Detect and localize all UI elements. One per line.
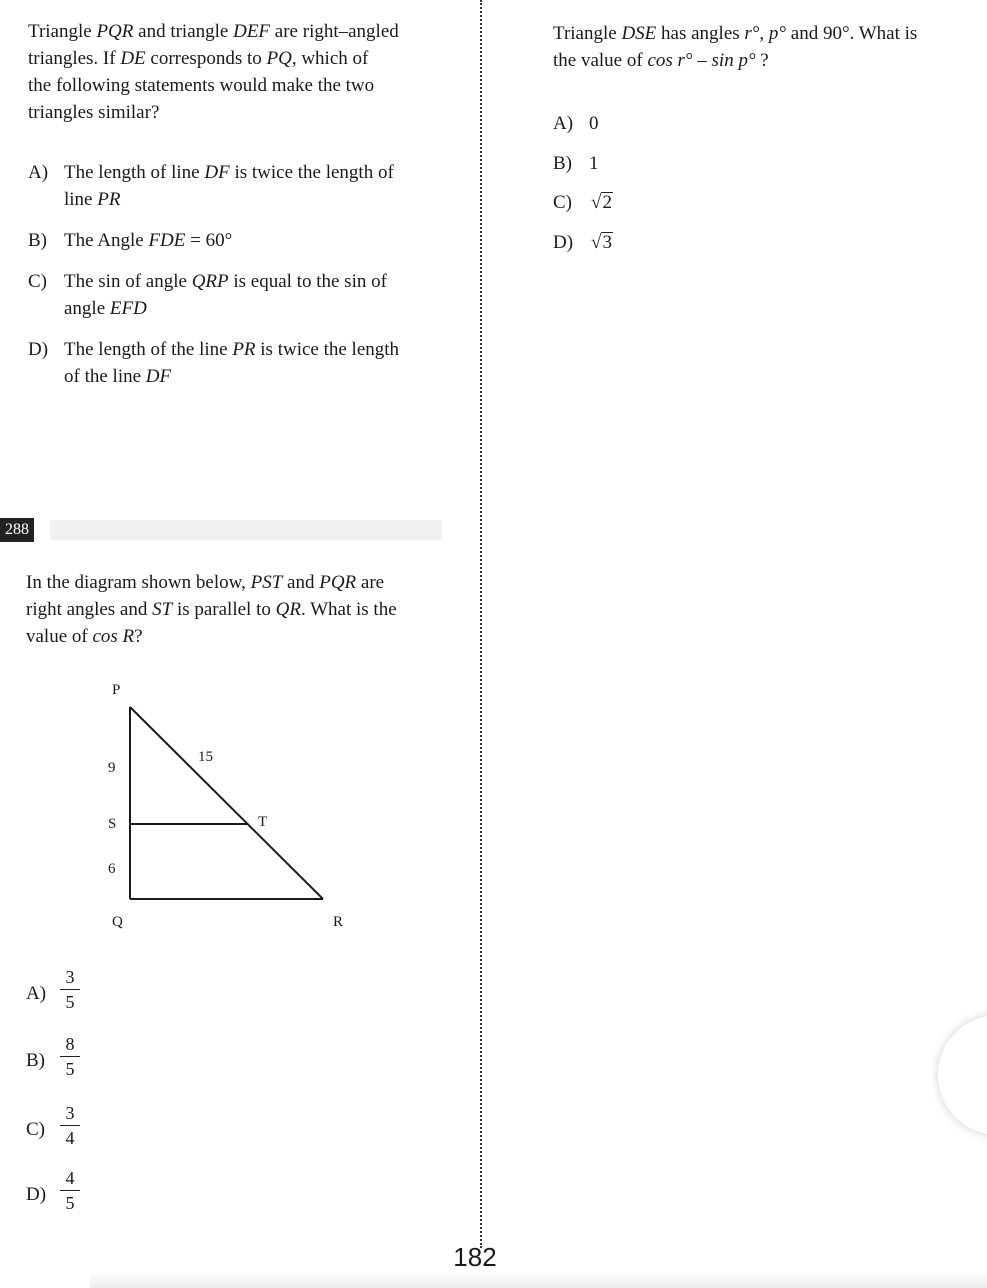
- sqrt-icon: √: [591, 232, 602, 253]
- q2-choice-c[interactable]: [553, 189, 673, 216]
- denominator: 5: [65, 992, 75, 1012]
- q3-stem-line-3: value of cos R?: [26, 626, 143, 647]
- question-3-stem: [26, 569, 466, 650]
- q1-choice-a-label: A): [28, 162, 49, 183]
- denominator: 5: [65, 1193, 75, 1213]
- q1-choice-d-label: D): [28, 339, 49, 360]
- q1-stem-line-3: the following statements would make the two: [28, 75, 375, 96]
- q1-choice-b-text: The Angle FDE = 60°: [64, 230, 233, 251]
- q3-stem-line-1: In the diagram shown below, PST and PQR are: [26, 572, 385, 593]
- q1-stem-line-4: triangles similar?: [28, 102, 160, 123]
- q3-choice-b[interactable]: [26, 1034, 86, 1088]
- denominator: 5: [65, 1059, 75, 1079]
- q1-stem-line-1: Triangle PQR and triangle DEF are right–angled: [28, 21, 399, 42]
- q3-choice-a-fraction: [59, 967, 81, 1012]
- sqrt-icon: √: [591, 192, 602, 213]
- q3-choice-d[interactable]: [26, 1168, 86, 1222]
- fraction-bar: [60, 989, 80, 990]
- numerator: 4: [65, 1168, 75, 1188]
- q3-stem-line-2: right angles and ST is parallel to QR. What is the: [26, 599, 397, 620]
- q1-choice-a[interactable]: [28, 159, 468, 213]
- q2-choice-a-label: A): [553, 113, 574, 134]
- q2-choice-a[interactable]: [553, 110, 673, 137]
- q2-stem-line-2: the value of cos r° – sin p° ?: [553, 50, 769, 71]
- q1-choice-a-text: The length of line DF is twice the length of line PR: [64, 162, 394, 210]
- denominator: 4: [65, 1128, 75, 1148]
- q1-choice-b-label: B): [28, 230, 47, 251]
- q3-choice-a[interactable]: [26, 967, 86, 1021]
- q2-choice-b-value: 1: [589, 153, 599, 174]
- q3-choice-a-label: A): [26, 983, 47, 1004]
- radicand: 2: [602, 192, 612, 213]
- side-pr: [130, 707, 323, 899]
- page-number: 182: [453, 1242, 497, 1272]
- label-p: P: [112, 682, 121, 698]
- q1-choice-c[interactable]: [28, 268, 468, 322]
- floating-scroll-handle[interactable]: [938, 1015, 987, 1135]
- q3-choice-c[interactable]: [26, 1103, 86, 1157]
- radicand: 3: [602, 232, 612, 253]
- q3-choice-d-label: D): [26, 1184, 47, 1205]
- fraction-bar: [60, 1190, 80, 1191]
- q2-choice-d[interactable]: [553, 229, 673, 256]
- fraction-bar: [60, 1056, 80, 1057]
- q3-choice-c-fraction: [59, 1103, 81, 1148]
- q2-choice-c-label: C): [553, 192, 572, 213]
- q1-choice-c-text: The sin of angle QRP is equal to the sin of angle EFD: [64, 271, 387, 319]
- numerator: 3: [65, 967, 75, 987]
- numerator: 3: [65, 1103, 75, 1123]
- label-pt-length: 15: [198, 749, 213, 765]
- q2-choice-b-label: B): [553, 153, 572, 174]
- fraction-bar: [60, 1125, 80, 1126]
- q2-choice-d-radical: [591, 229, 613, 256]
- q2-choice-d-label: D): [553, 232, 574, 253]
- question-1-stem: [28, 18, 468, 126]
- label-sq-length: 6: [108, 861, 116, 877]
- q2-choice-c-radical: [591, 189, 613, 216]
- question-number-badge: 288: [0, 518, 34, 542]
- q1-stem-line-2: triangles. If DE corresponds to PQ, which of: [28, 48, 369, 69]
- q3-choice-b-fraction: [59, 1034, 81, 1079]
- label-s: S: [108, 816, 117, 832]
- label-q: Q: [112, 914, 123, 930]
- q2-choice-a-value: 0: [589, 113, 599, 134]
- q3-choice-b-label: B): [26, 1050, 45, 1071]
- badge-header-bar: [50, 520, 442, 540]
- bottom-edge-shadow: [90, 1272, 987, 1288]
- q3-choice-d-fraction: [59, 1168, 81, 1213]
- q2-choice-b[interactable]: [553, 150, 673, 177]
- q1-choice-d-text: The length of the line PR is twice the length of the line DF: [64, 339, 400, 387]
- q1-choice-d[interactable]: [28, 336, 468, 390]
- label-ps-length: 9: [108, 760, 116, 776]
- q2-stem-line-1: Triangle DSE has angles r°, p° and 90°. What is: [553, 23, 918, 44]
- q3-choice-c-label: C): [26, 1119, 45, 1140]
- q1-choice-b[interactable]: [28, 227, 468, 254]
- column-divider: [480, 0, 482, 1248]
- numerator: 8: [65, 1034, 75, 1054]
- q1-choice-c-label: C): [28, 271, 47, 292]
- question-2-stem: [553, 20, 973, 74]
- label-t: T: [258, 814, 268, 830]
- triangle-diagram: [90, 670, 370, 940]
- label-r: R: [333, 914, 344, 930]
